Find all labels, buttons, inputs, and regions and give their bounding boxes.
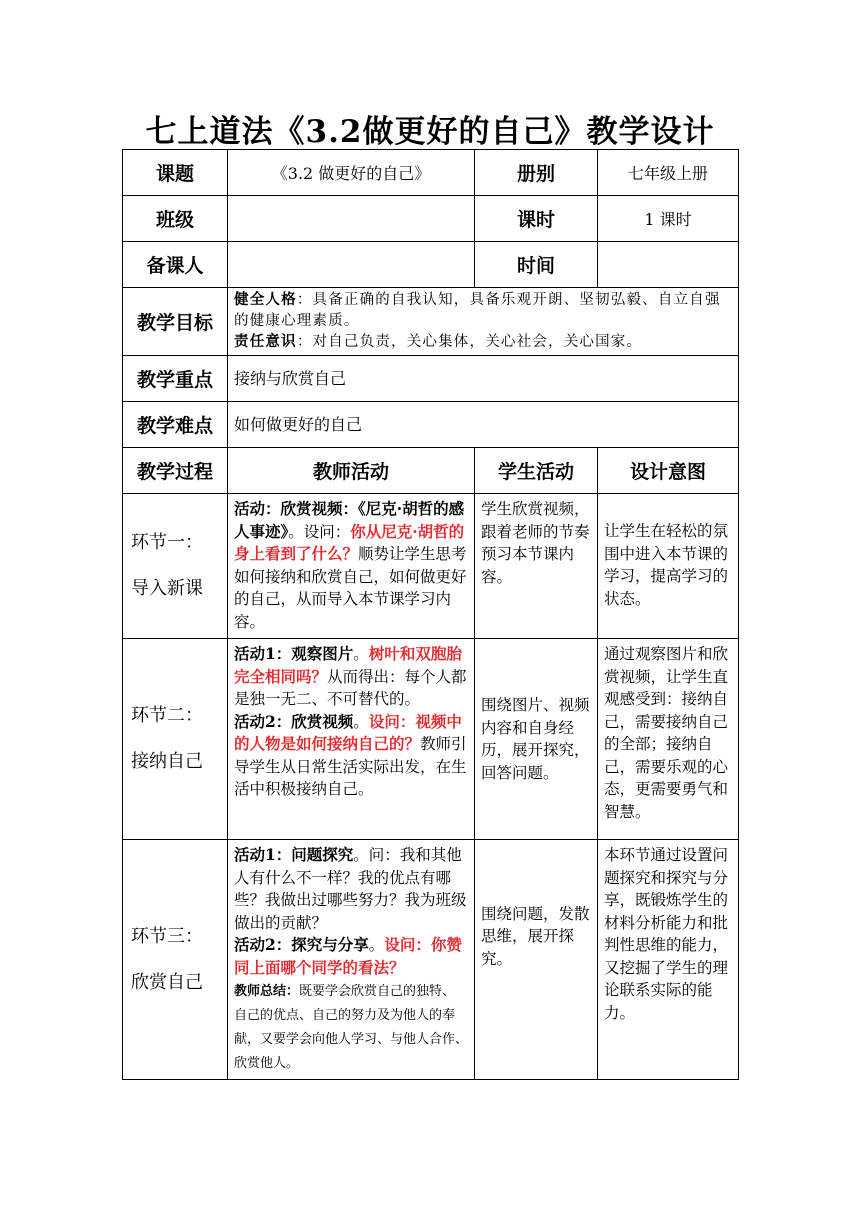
value-class	[228, 196, 475, 242]
segment-3-name: 环节三： 欣赏自己	[123, 840, 228, 1080]
segment-1-student: 学生欣赏视频，跟着老师的节奏预习本节课内容。	[475, 494, 598, 639]
goal-2-head: 责任意识	[234, 334, 297, 350]
segment-2-name: 环节二： 接纳自己	[123, 639, 228, 840]
label-topic: 课题	[123, 150, 228, 196]
value-volume: 七年级上册	[598, 150, 739, 196]
segment-3-student: 围绕问题，发散思维，展开探究。	[475, 840, 598, 1080]
value-topic: 《3.2 做更好的自己》	[228, 150, 475, 196]
label-goals: 教学目标	[123, 288, 228, 356]
value-preparer	[228, 242, 475, 288]
table-row	[123, 840, 739, 1080]
segment-1-intent: 让学生在轻松的氛围中进入本节课的学习，提高学习的状态。	[598, 494, 739, 639]
label-periods: 课时	[475, 196, 598, 242]
header-teacher: 教师活动	[228, 448, 475, 494]
page-title: 七上道法《3.2做更好的自己》教学设计	[145, 114, 715, 150]
table-row	[123, 356, 739, 402]
goals-text	[228, 288, 739, 356]
label-focus: 教学重点	[123, 356, 228, 402]
table-row	[123, 288, 739, 356]
table-row	[123, 150, 739, 196]
label-class: 班级	[123, 196, 228, 242]
goal-1-text: ：具备正确的自我认知，具备乐观开朗、坚韧弘毅、自立自强的健康心理素质。	[234, 292, 721, 329]
segment-2-student: 围绕图片、视频内容和自身经历，展开探究，回答问题。	[475, 639, 598, 840]
table-header-row	[123, 448, 739, 494]
label-preparer: 备课人	[123, 242, 228, 288]
table-row	[123, 402, 739, 448]
header-intent: 设计意图	[598, 448, 739, 494]
label-difficulty: 教学难点	[123, 402, 228, 448]
header-process: 教学过程	[123, 448, 228, 494]
header-student: 学生活动	[475, 448, 598, 494]
label-time: 时间	[475, 242, 598, 288]
lesson-plan-table	[122, 149, 739, 1080]
goal-2-text: ：对自己负责，关心集体，关心社会，关心国家。	[296, 334, 643, 350]
goal-1-head: 健全人格	[234, 292, 297, 308]
table-row	[123, 494, 739, 639]
table-row	[123, 242, 739, 288]
segment-3-intent: 本环节通过设置问题探究和探究与分享，既锻炼学生的材料分析能力和批判性思维的能力，又挖掘了学生的理论联系实际的能力。	[598, 840, 739, 1080]
segment-1-name: 环节一： 导入新课	[123, 494, 228, 639]
value-periods: 1 课时	[598, 196, 739, 242]
focus-text: 接纳与欣赏自己	[228, 356, 739, 402]
label-volume: 册别	[475, 150, 598, 196]
difficulty-text: 如何做更好的自己	[228, 402, 739, 448]
segment-2-intent: 通过观察图片和欣赏视频，让学生直观感受到：接纳自己，需要接纳自己的全部；接纳自己，需要乐观的心态，更需要勇气和智慧。	[598, 639, 739, 840]
segment-1-teacher: 活动：欣赏视频：《尼克·胡哲的感人事迹》。设问：你从尼克·胡哲的身上看到了什么？顺势让学生思考如何接纳和欣赏自己，如何做更好的自己，从而导入本节课学习内容。	[228, 494, 475, 639]
table-row	[123, 196, 739, 242]
segment-2-teacher: 活动1：观察图片。树叶和双胞胎完全相同吗？从而得出：每个人都是独一无二、不可替代的。 活动2：欣赏视频。设问：视频中的人物是如何接纳自己的？教师引导学生从日常生活实际出发，在生活中积极接纳自己。	[228, 639, 475, 840]
table-row	[123, 639, 739, 840]
value-time	[598, 242, 739, 288]
segment-3-teacher: 活动1：问题探究。问：我和其他人有什么不一样？我的优点有哪些？我做出过哪些努力？我为班级做出的贡献？ 活动2：探究与分享。设问：你赞同上面哪个同学的看法？ 教师总结：既要学会欣赏自己的独特、自己的优点、自己的努力及为他人的奉献，又要学会向他人学习、与他人合作、欣赏他人。	[228, 840, 475, 1080]
